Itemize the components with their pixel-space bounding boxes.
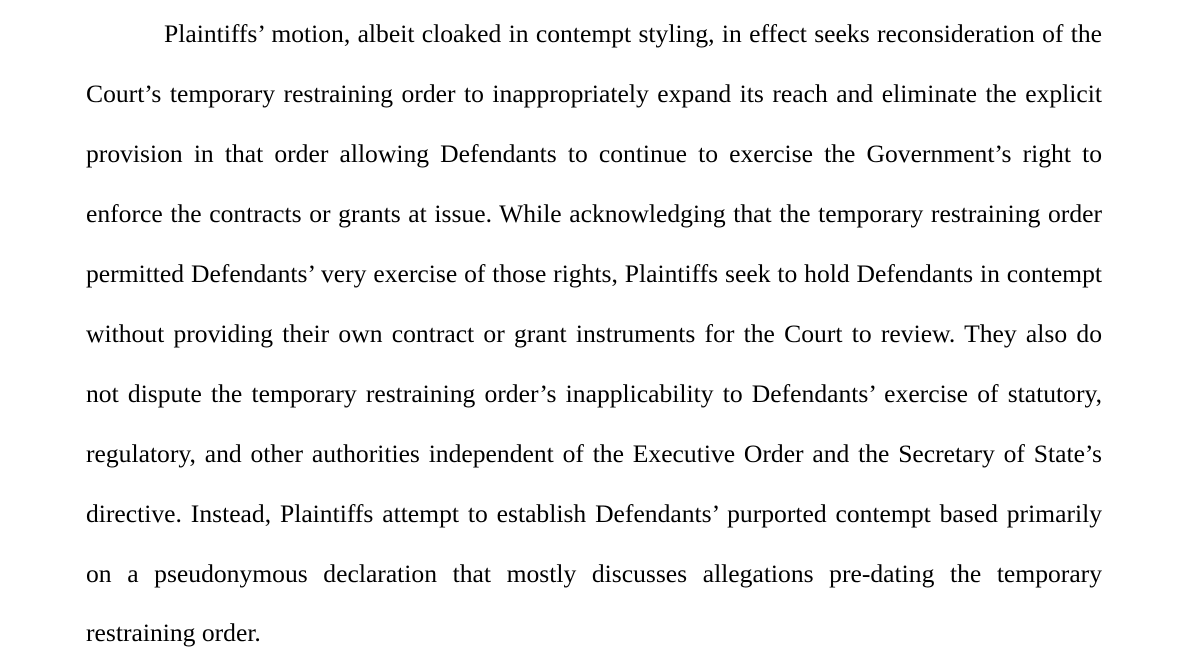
paragraph-line-9: directive. Instead, Plaintiffs attempt to establish Defendants’ purported contempt based primarily xyxy=(86,499,1102,528)
paragraph-line-8: regulatory, and other authorities independent of the Executive Order and the Secretary of State’s xyxy=(86,439,1102,468)
paragraph-line-7: not dispute the temporary restraining order’s inapplicability to Defendants’ exercise of statutory, xyxy=(86,379,1102,408)
paragraph-line-11: restraining order. xyxy=(86,618,261,647)
paragraph-line-6: without providing their own contract or grant instruments for the Court to review. They also do xyxy=(86,319,1102,348)
paragraph-line-2: Court’s temporary restraining order to inappropriately expand its reach and eliminate the explicit xyxy=(86,79,1102,108)
paragraph-line-5: permitted Defendants’ very exercise of those rights, Plaintiffs seek to hold Defendants in contempt xyxy=(86,259,1102,288)
paragraph-line-1: Plaintiffs’ motion, albeit cloaked in contempt styling, in effect seeks reconsideration of the xyxy=(164,19,1102,48)
paragraph-line-4: enforce the contracts or grants at issue. While acknowledging that the temporary restraining order xyxy=(86,199,1102,228)
paragraph-line-10: on a pseudonymous declaration that mostly discusses allegations pre-dating the temporary xyxy=(86,559,1102,588)
paragraph-line-3: provision in that order allowing Defendants to continue to exercise the Government’s right to xyxy=(86,139,1102,168)
